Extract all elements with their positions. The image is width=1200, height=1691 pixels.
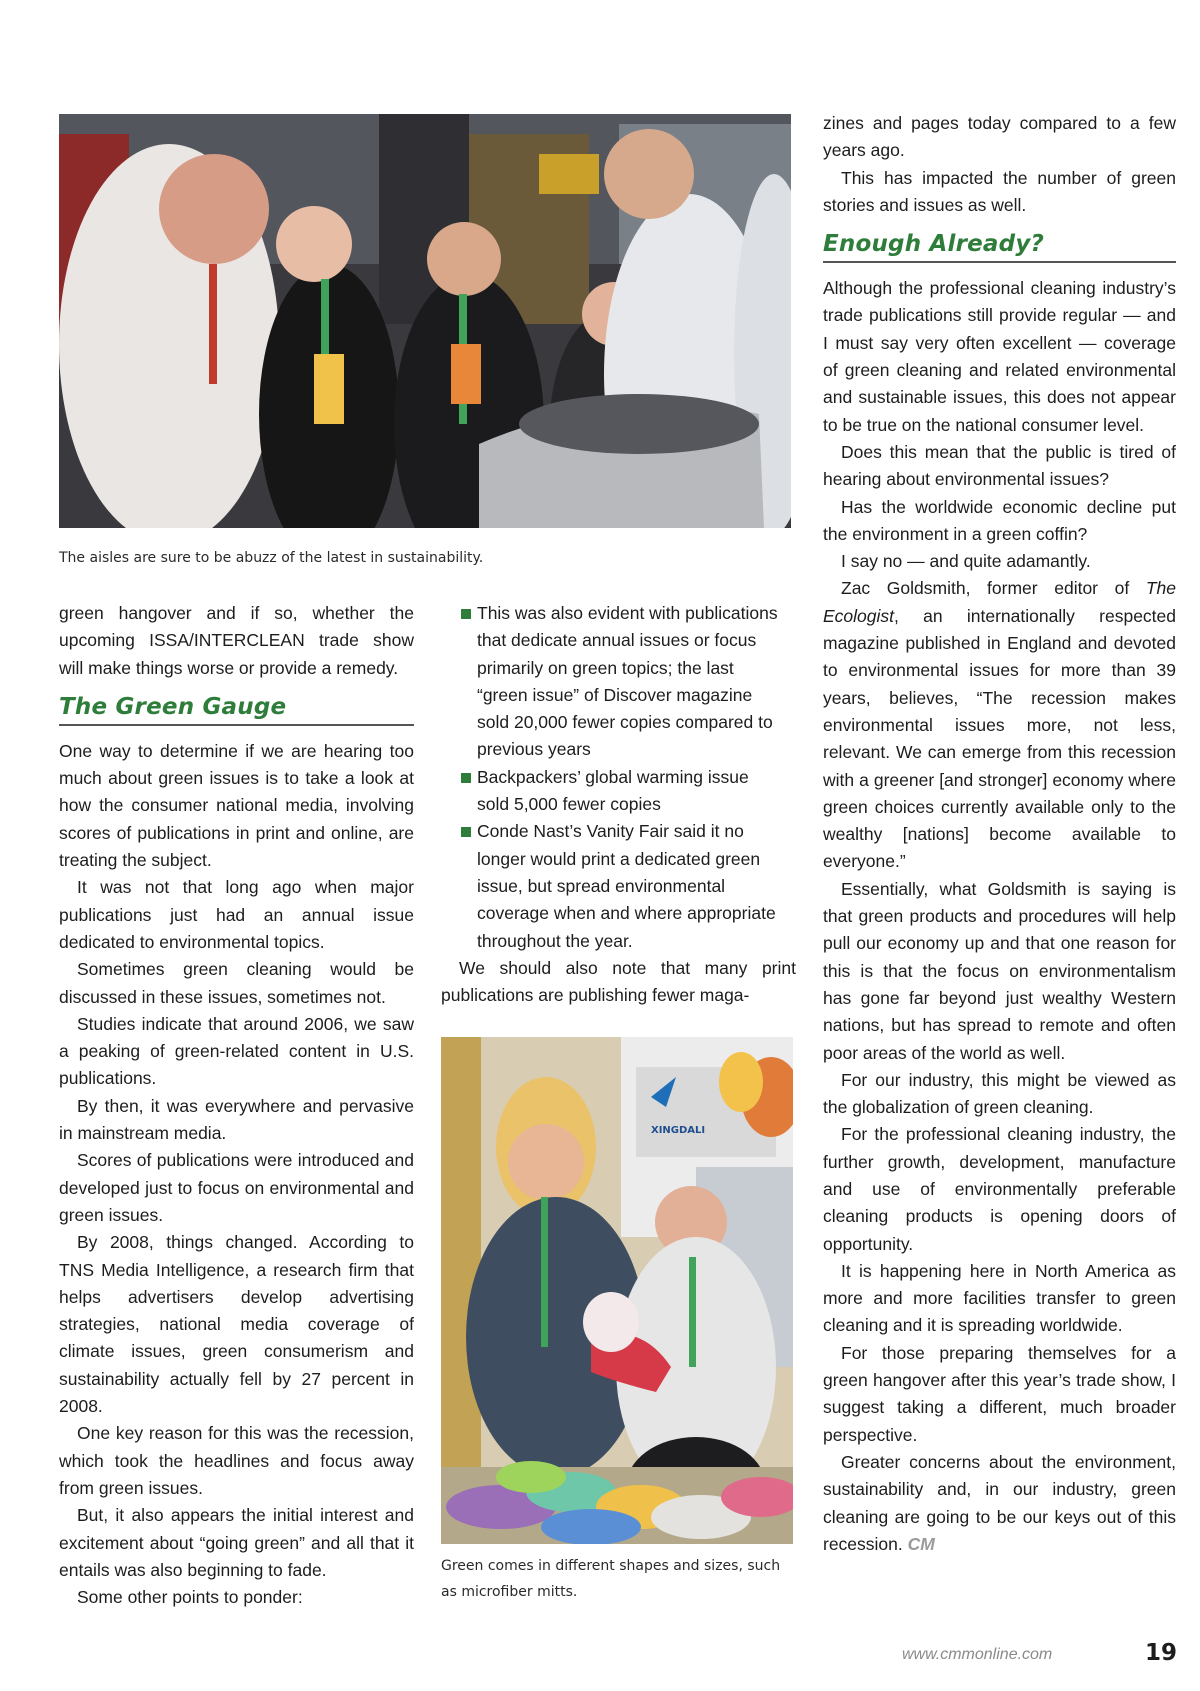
footer-url: www.cmmonline.com <box>902 1646 1053 1663</box>
column-2 <box>441 600 796 1009</box>
photo-microfiber-mitts-illustration <box>441 1037 793 1544</box>
bullet-text: Backpackers’ global warming issue sold 5,000 fewer copies <box>477 766 749 815</box>
col3-paragraph: Has the worldwide economic decline put the environment in a green coffin? <box>823 496 1176 544</box>
col3-paragraph: This has impacted the number of green stories and issues as well. <box>823 167 1176 215</box>
page-number: 19 <box>1145 1640 1178 1666</box>
photo2-caption-line: as microfiber mitts. <box>441 1584 578 1600</box>
col3-final-paragraph <box>823 1449 1176 1558</box>
square-bullet-icon <box>461 827 471 837</box>
square-bullet-icon <box>461 609 471 619</box>
square-bullet-icon <box>461 773 471 783</box>
col1-paragraph: One key reason for this was the recession, which took the headlines and focus away from green issues. <box>59 1423 414 1498</box>
bullet-item <box>441 764 796 819</box>
col1-paragraph: It was not that long ago when major publications just had an annual issue dedicated to environmental topics. <box>59 877 414 952</box>
col2-closing: We should also note that many print publications are publishing fewer maga- <box>441 957 796 1006</box>
column-3 <box>823 110 1176 1558</box>
col3-paragraph: I say no — and quite adamantly. <box>841 551 1091 572</box>
col3-paragraph: For the professional cleaning industry, the further growth, development, manufacture and use of environmentally preferable cleaning products is opening doors of opportunity. <box>823 1124 1176 1254</box>
goldsmith-quote: , an internationally respected magazine published in England and devoted to environmental issues for more than 39 years, believes, “The recession makes environmental issues more, not less, relevant. We can emerge from this recession with a greener [and stronger] economy where green choices currently available only to the wealthy [nations] become available to everyone.” <box>823 605 1176 872</box>
col3-continuation: zines and pages today compared to a few years ago. <box>823 113 1176 161</box>
bullet-list <box>441 600 796 955</box>
booth-sign-text: XINGDALI <box>651 1125 706 1136</box>
heading-enough-already: Enough Already? <box>823 219 1176 263</box>
col3-paragraph-goldsmith <box>823 575 1176 875</box>
goldsmith-text: Zac Goldsmith, former editor of <box>841 578 1146 599</box>
photo-microfiber-mitts <box>441 1037 793 1544</box>
col3-paragraph: For our industry, this might be viewed as the globalization of green cleaning. <box>823 1069 1176 1118</box>
column-1 <box>59 600 414 1611</box>
bullet-text: This was also evident with publications that dedicate annual issues or focus primarily on green topics; the last “green issue” of Discover magazine sold 20,000 fewer copies compared to previous years <box>477 603 778 760</box>
col3-paragraph: Essentially, what Goldsmith is saying is that green products and procedures will help pull our economy up and that one reason for this is that the focus on environmentalism has gone far beyond just wealthy Western nations, but has spread to remote and often poor areas of the world as well. <box>823 878 1176 1063</box>
col1-paragraph: Some other points to ponder: <box>77 1587 303 1608</box>
col1-paragraph: By 2008, things changed. According to TNS Media Intelligence, a research firm that helps advertisers develop advertising strategies, national media coverage of climate issues, green consumerism and sustainability actually fell by 27 percent in 2008. <box>59 1232 414 1417</box>
bullet-item <box>441 818 796 954</box>
photo1-caption: The aisles are sure to be abuzz of the latest in sustainability. <box>59 550 484 566</box>
bullet-item <box>441 600 796 764</box>
end-mark: CM <box>907 1533 935 1554</box>
photo2-caption <box>441 1553 793 1605</box>
heading-green-gauge: The Green Gauge <box>59 682 414 726</box>
col1-paragraph: By then, it was everywhere and pervasive in mainstream media. <box>59 1095 414 1144</box>
col1-paragraph: One way to determine if we are hearing too much about green issues is to take a look at how the consumer national media, involving scores of publications in print and online, are treating the subject. <box>59 740 414 871</box>
final-text: Greater concerns about the environment, sustainability and, in our industry, green cleaning are going to be our keys out of this recession. <box>823 1451 1176 1554</box>
col1-paragraph: Studies indicate that around 2006, we saw a peaking of green-related content in U.S. publications. <box>59 1013 414 1089</box>
col3-paragraph: Although the professional cleaning industry’s trade publications still provide regular — and I must say very often excellent — coverage of green cleaning and related environmental and sustainable issues, this does not appear to be true on the national consumer level. <box>823 278 1176 435</box>
photo-trade-show-aisle-illustration <box>59 114 791 528</box>
col1-intro: green hangover and if so, whether the upcoming ISSA/INTERCLEAN trade show will make things worse or provide a remedy. <box>59 603 414 678</box>
publication-name: The Ecologist <box>823 578 1176 626</box>
col1-paragraph: Sometimes green cleaning would be discussed in these issues, sometimes not. <box>59 959 414 1007</box>
col1-paragraph: But, it also appears the initial interest and excitement about “going green” and all that it entails was also beginning to fade. <box>59 1505 414 1580</box>
bullet-text: Conde Nast’s Vanity Fair said it no longer would print a dedicated green issue, but spread environmental coverage when and where appropriate throughout the year. <box>477 821 776 951</box>
col3-paragraph: For those preparing themselves for a green hangover after this year’s trade show, I suggest taking a different, much broader perspective. <box>823 1342 1176 1445</box>
photo-trade-show-aisle <box>59 114 791 528</box>
col3-paragraph: Does this mean that the public is tired of hearing about environmental issues? <box>823 441 1176 490</box>
col1-paragraph: Scores of publications were introduced and developed just to focus on environmental and green issues. <box>59 1150 414 1225</box>
photo2-caption-line: Green comes in different shapes and sizes, such <box>441 1558 781 1574</box>
col3-paragraph: It is happening here in North America as more and more facilities transfer to green cleaning and it is spreading worldwide. <box>823 1260 1176 1336</box>
